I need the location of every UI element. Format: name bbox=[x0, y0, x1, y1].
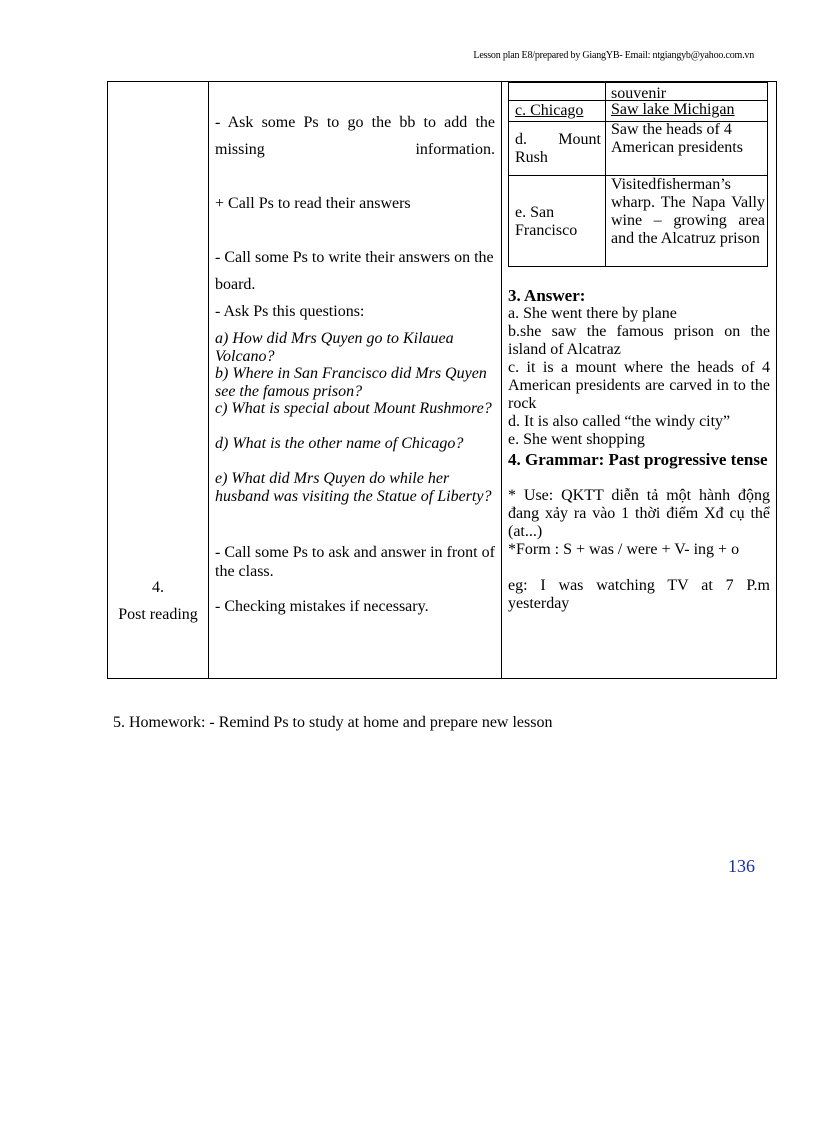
question-a: a) How did Mrs Quyen go to Kilauea Volcano? bbox=[215, 330, 454, 365]
info-value: Visitedfisherman’s wharp. The Napa Vally wine – growing area and the Alcatruz prison bbox=[611, 176, 765, 247]
procedure-step: - Checking mistakes if necessary. bbox=[215, 598, 429, 615]
info-value: Saw lake Michigan bbox=[611, 101, 735, 118]
cell-divider bbox=[605, 101, 606, 121]
info-fragment: souvenir bbox=[611, 85, 667, 102]
table-row bbox=[508, 100, 768, 122]
city-cell: e. San Francisco bbox=[515, 204, 578, 239]
column-divider-2 bbox=[501, 82, 502, 678]
grammar-title: 4. Grammar: Past progressive tense bbox=[508, 450, 768, 469]
answer-d: d. It is also called “the windy city” bbox=[508, 413, 731, 430]
table-row bbox=[508, 82, 768, 101]
question-b: b) Where in San Francisco did Mrs Quyen see the famous prison? bbox=[215, 365, 487, 400]
grammar-example: eg: I was watching TV at 7 P.m yesterday bbox=[508, 577, 770, 612]
city-cell: d. Mount Rush bbox=[515, 131, 601, 166]
table-row bbox=[508, 121, 768, 176]
question-d: d) What is the other name of Chicago? bbox=[215, 435, 464, 452]
city-cell: c. Chicago bbox=[515, 102, 584, 119]
cell-divider bbox=[605, 83, 606, 101]
stage-name: Post reading bbox=[118, 606, 198, 623]
answer-b: b.she saw the famous prison on the island of Alcatraz bbox=[508, 323, 770, 358]
table-row bbox=[508, 176, 768, 267]
procedure-step: - Call some Ps to write their answers on the board. bbox=[215, 249, 494, 293]
procedure-step: + Call Ps to read their answers bbox=[215, 195, 411, 212]
question-e: e) What did Mrs Quyen do while her husband was visiting the Statue of Liberty? bbox=[215, 470, 492, 505]
grammar-use: * Use: QKTT diễn tả một hành động đang xảy ra vào 1 thời điểm Xđ cụ thể (at...) bbox=[508, 487, 770, 540]
lesson-table bbox=[107, 81, 777, 679]
answer-e: e. She went shopping bbox=[508, 431, 645, 448]
answer-a: a. She went there by plane bbox=[508, 305, 677, 322]
answer-c: c. it is a mount where the heads of 4 American presidents are carved in to the rock bbox=[508, 359, 770, 412]
answers-title: 3. Answer: bbox=[508, 286, 586, 305]
homework-line: 5. Homework: - Remind Ps to study at home and prepare new lesson bbox=[113, 714, 553, 731]
grammar-form: *Form : S + was / were + V- ing + o bbox=[508, 541, 740, 558]
cell-divider bbox=[605, 176, 606, 266]
stage-number: 4. bbox=[152, 579, 164, 596]
procedure-step: - Ask Ps this questions: bbox=[215, 303, 365, 320]
procedure-step: - Ask some Ps to go the bb to add the missing information. bbox=[215, 114, 495, 158]
info-value: Saw the heads of 4 American presidents bbox=[611, 121, 743, 156]
stage-cell bbox=[108, 574, 208, 628]
question-c: c) What is special about Mount Rushmore? bbox=[215, 400, 492, 417]
procedure-step: - Call some Ps to ask and answer in front of the class. bbox=[215, 544, 495, 580]
cell-divider bbox=[605, 121, 606, 175]
column-divider-1 bbox=[208, 82, 209, 678]
page-header: Lesson plan E8/prepared by GiangYB- Email: ntgiangyb@yahoo.com.vn bbox=[473, 50, 754, 61]
page-number: 136 bbox=[728, 856, 755, 876]
